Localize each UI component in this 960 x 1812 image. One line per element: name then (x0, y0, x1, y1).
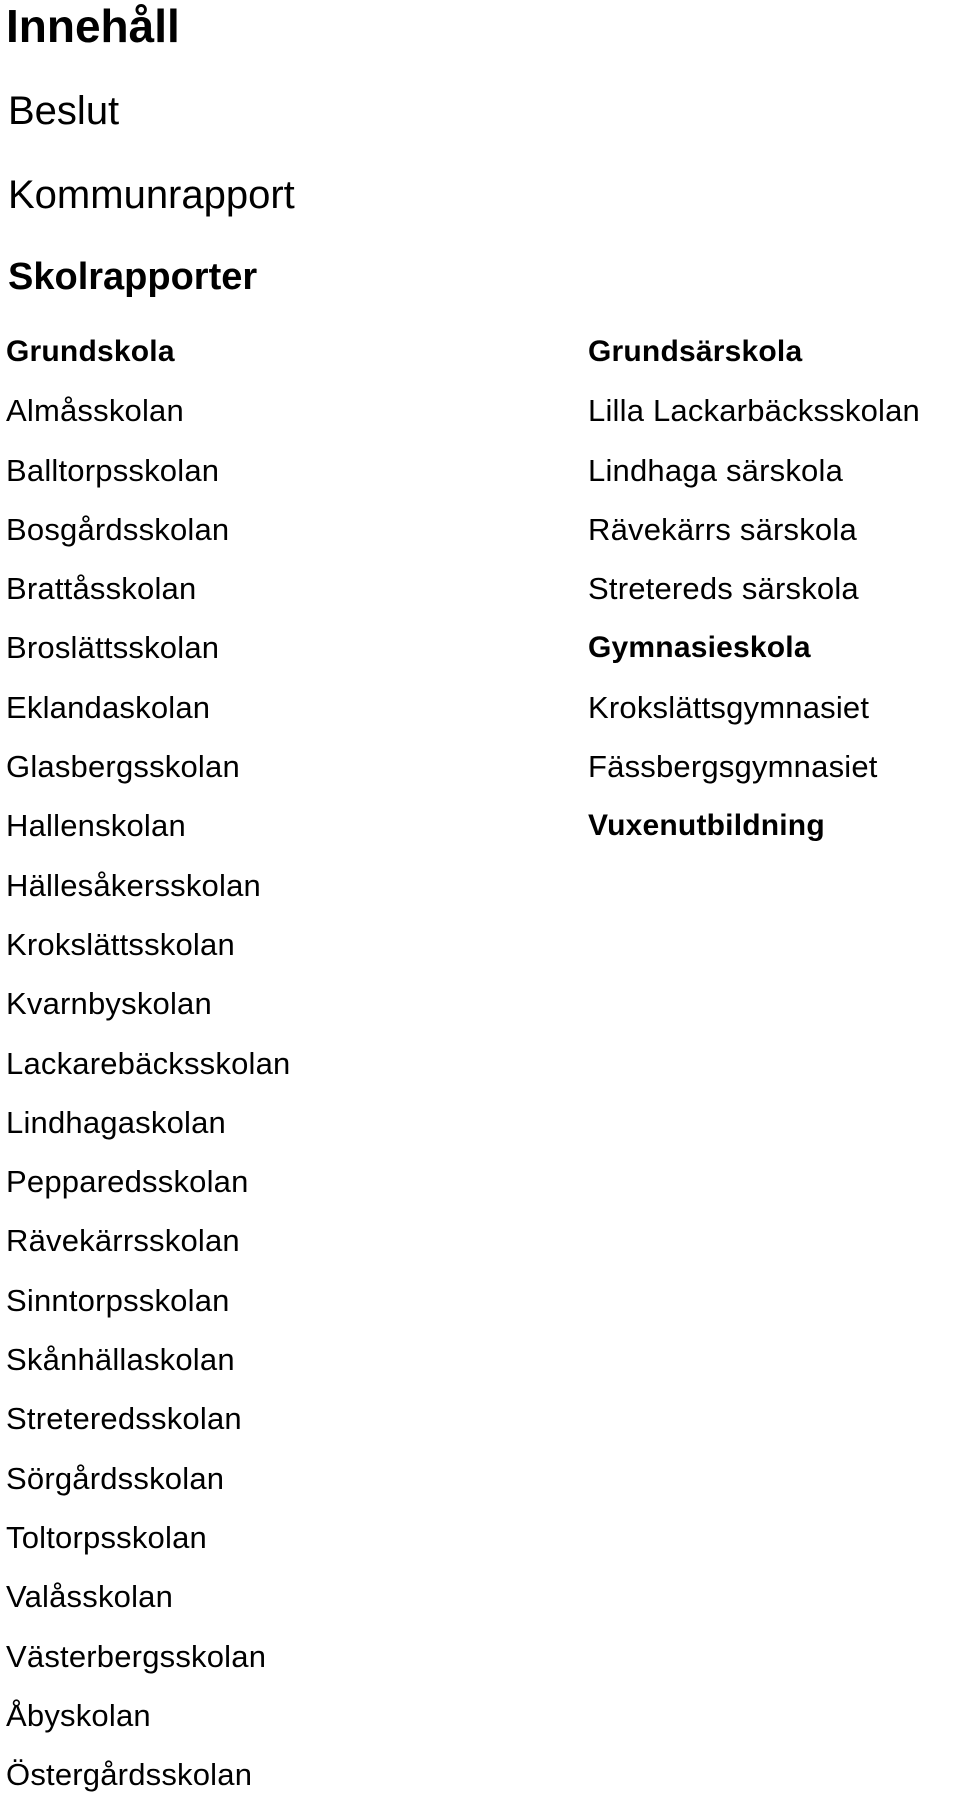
page-title: Innehåll (6, 0, 180, 52)
school-link[interactable]: Lindhaga särskola (588, 452, 844, 488)
school-link[interactable]: Valåsskolan (6, 1579, 174, 1615)
school-link[interactable]: Sinntorpsskolan (6, 1282, 230, 1318)
section-heading-gymnasieskola[interactable]: Gymnasieskola (588, 631, 811, 665)
school-link[interactable]: Hallenskolan (6, 808, 186, 844)
section-heading-vuxenutbildning[interactable]: Vuxenutbildning (588, 809, 825, 843)
school-link[interactable]: Bosgårdsskolan (6, 511, 230, 547)
school-link[interactable]: Pepparedsskolan (6, 1164, 249, 1200)
school-link[interactable]: Västerbergsskolan (6, 1638, 267, 1674)
toc-entry-kommunrapport[interactable]: Kommunrapport (8, 173, 295, 217)
school-link[interactable]: Brattåsskolan (6, 571, 197, 607)
section-heading-grundsarskola[interactable]: Grundsärskola (588, 335, 803, 368)
school-link[interactable]: Lackarebäcksskolan (6, 1045, 291, 1081)
section-heading-grundskola[interactable]: Grundskola (6, 335, 175, 368)
school-link[interactable]: Krokslättsgymnasiet (588, 689, 870, 725)
school-link[interactable]: Rävekärrs särskola (588, 511, 857, 547)
school-link[interactable]: Balltorpsskolan (6, 452, 220, 488)
school-link[interactable]: Skånhällaskolan (6, 1342, 235, 1378)
school-link[interactable]: Kvarnbyskolan (6, 986, 212, 1022)
school-link[interactable]: Almåsskolan (6, 393, 184, 429)
school-link[interactable]: Lilla Lackarbäcksskolan (588, 393, 920, 429)
school-link[interactable]: Eklandaskolan (6, 689, 211, 725)
school-link[interactable]: Sörgårdsskolan (6, 1460, 225, 1496)
school-link[interactable]: Åbyskolan (6, 1697, 151, 1733)
school-link[interactable]: Glasbergsskolan (6, 749, 240, 785)
toc-entry-beslut[interactable]: Beslut (8, 89, 120, 133)
school-link[interactable]: Stretereds särskola (588, 571, 859, 607)
grundskola-list (6, 330, 290, 1812)
school-link[interactable]: Östergårdsskolan (6, 1757, 253, 1793)
school-link[interactable]: Streteredsskolan (6, 1401, 242, 1437)
other-schools-list (588, 330, 920, 864)
school-link[interactable]: Fässbergsgymnasiet (588, 749, 878, 785)
school-link[interactable]: Krokslättsskolan (6, 926, 235, 962)
school-link[interactable]: Broslättsskolan (6, 630, 220, 666)
toc-entry-skolrapporter[interactable]: Skolrapporter (8, 256, 258, 298)
school-link[interactable]: Lindhagaskolan (6, 1104, 226, 1140)
school-link[interactable]: Toltorpsskolan (6, 1519, 207, 1555)
school-link[interactable]: Hällesåkersskolan (6, 867, 261, 903)
school-link[interactable]: Rävekärrsskolan (6, 1223, 240, 1259)
